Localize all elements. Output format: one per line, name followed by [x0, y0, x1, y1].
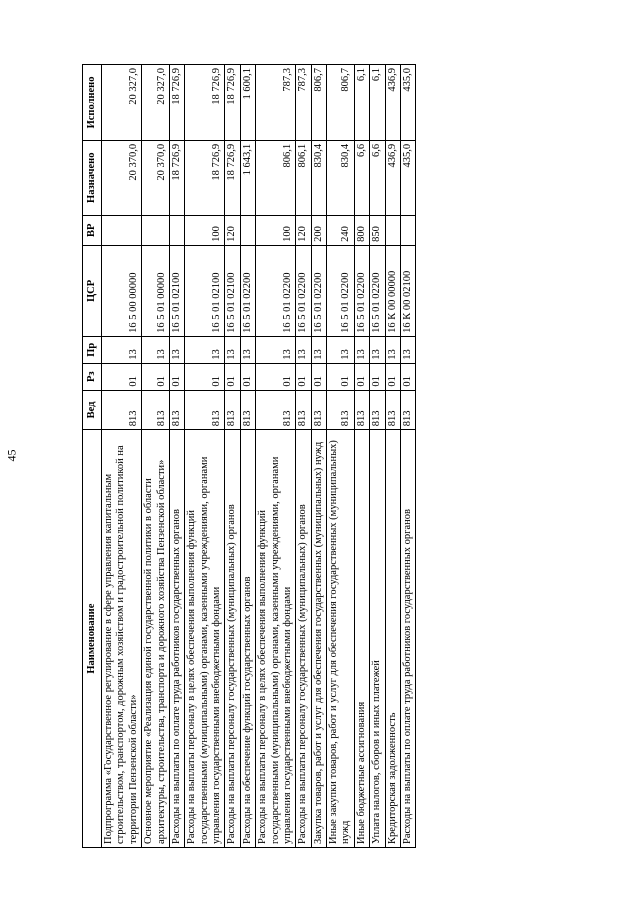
row-assigned: 18 726,9 — [185, 140, 225, 215]
row-csr: 16 5 01 02100 — [225, 245, 240, 336]
row-name: Кредиторская задолженность — [385, 430, 400, 848]
row-rz: 01 — [327, 363, 355, 390]
table-row — [327, 65, 355, 848]
row-pr: 13 — [400, 336, 415, 363]
row-executed: 436,9 — [385, 65, 400, 141]
row-vr — [385, 215, 400, 245]
row-pr: 13 — [169, 336, 184, 363]
row-csr: 16 5 00 00000 — [102, 245, 142, 336]
row-csr: 16 5 01 02200 — [370, 245, 385, 336]
table-row — [256, 65, 296, 848]
row-pr: 13 — [102, 336, 142, 363]
page-number: 45 — [4, 449, 19, 462]
table-row — [169, 65, 184, 848]
row-vr: 240 — [327, 215, 355, 245]
row-name: Основное мероприятие «Реализация единой государственной политики в области архитектуры, строительства, транспорта и дорожного хозяйства Пензенской области» — [142, 430, 170, 848]
row-assigned: 806,1 — [256, 140, 296, 215]
row-rz: 01 — [142, 363, 170, 390]
row-pr: 13 — [327, 336, 355, 363]
row-csr: 16 5 01 02200 — [240, 245, 255, 336]
row-executed: 18 726,9 — [185, 65, 225, 141]
row-csr: 16 К 00 02100 — [400, 245, 415, 336]
row-assigned: 18 726,9 — [225, 140, 240, 215]
row-pr: 13 — [311, 336, 326, 363]
row-pr: 13 — [185, 336, 225, 363]
row-name: Уплата налогов, сборов и иных платежей — [370, 430, 385, 848]
row-assigned: 20 370,0 — [142, 140, 170, 215]
row-rz: 01 — [256, 363, 296, 390]
table-row — [225, 65, 240, 848]
row-ved: 813 — [240, 390, 255, 430]
header-pr: Пр — [83, 336, 102, 363]
row-name: Иные бюджетные ассигнования — [354, 430, 369, 848]
row-assigned: 436,9 — [385, 140, 400, 215]
row-csr: 16 К 00 00000 — [385, 245, 400, 336]
row-vr — [142, 215, 170, 245]
header-executed: Исполнено — [83, 65, 102, 141]
row-pr: 13 — [256, 336, 296, 363]
row-name: Закупка товаров, работ и услуг для обеспечения государственных (муниципальных) нужд — [311, 430, 326, 848]
row-executed: 806,7 — [311, 65, 326, 141]
row-csr: 16 5 01 02200 — [296, 245, 311, 336]
row-ved: 813 — [370, 390, 385, 430]
row-ved: 813 — [185, 390, 225, 430]
row-vr — [169, 215, 184, 245]
row-ved: 813 — [169, 390, 184, 430]
row-name: Расходы на выплаты по оплате труда работников государственных органов — [169, 430, 184, 848]
row-executed: 18 726,9 — [225, 65, 240, 141]
row-assigned: 6,6 — [354, 140, 369, 215]
table-row — [296, 65, 311, 848]
row-assigned: 18 726,9 — [169, 140, 184, 215]
row-name: Расходы на выплаты персоналу государственных (муниципальных) органов — [225, 430, 240, 848]
table-row — [400, 65, 415, 848]
row-executed: 20 327,0 — [142, 65, 170, 141]
row-name: Подпрограмма «Государственное регулирование в сфере управления капитальным строительством, транспортом, дорожным хозяйством и градостроительной политикой на территории Пензенской области» — [102, 430, 142, 848]
row-csr: 16 5 01 02200 — [311, 245, 326, 336]
row-executed: 806,7 — [327, 65, 355, 141]
row-name: Расходы на выплаты персоналу государственных (муниципальных) органов — [296, 430, 311, 848]
row-csr: 16 5 01 02200 — [256, 245, 296, 336]
row-rz: 01 — [296, 363, 311, 390]
row-pr: 13 — [385, 336, 400, 363]
row-vr — [400, 215, 415, 245]
row-vr: 120 — [225, 215, 240, 245]
row-assigned: 830,4 — [311, 140, 326, 215]
row-pr: 13 — [370, 336, 385, 363]
row-assigned: 6,6 — [370, 140, 385, 215]
row-ved: 813 — [327, 390, 355, 430]
row-name: Расходы на выплаты по оплате труда работников государственных органов — [400, 430, 415, 848]
row-ved: 813 — [102, 390, 142, 430]
row-rz: 01 — [370, 363, 385, 390]
row-csr: 16 5 01 02200 — [354, 245, 369, 336]
row-rz: 01 — [311, 363, 326, 390]
row-assigned: 830,4 — [327, 140, 355, 215]
table-row — [311, 65, 326, 848]
row-executed: 6,1 — [370, 65, 385, 141]
row-pr: 13 — [142, 336, 170, 363]
row-assigned: 806,1 — [296, 140, 311, 215]
row-rz: 01 — [102, 363, 142, 390]
row-rz: 01 — [225, 363, 240, 390]
header-ved: Вед — [83, 390, 102, 430]
header-name: Наименование — [83, 430, 102, 848]
row-name: Расходы на выплаты персоналу в целях обеспечения выполнения функций государственными (муниципальными) органами, казенными учреждениями, органами управления государственными внебюджетными фондами — [256, 430, 296, 848]
row-pr: 13 — [225, 336, 240, 363]
row-vr: 850 — [370, 215, 385, 245]
table-row — [385, 65, 400, 848]
row-vr — [102, 215, 142, 245]
row-rz: 01 — [240, 363, 255, 390]
table-row — [102, 65, 142, 848]
row-csr: 16 5 01 02200 — [327, 245, 355, 336]
table-row — [354, 65, 369, 848]
header-rz: Рз — [83, 363, 102, 390]
row-rz: 01 — [354, 363, 369, 390]
row-vr: 100 — [256, 215, 296, 245]
row-vr: 800 — [354, 215, 369, 245]
row-ved: 813 — [256, 390, 296, 430]
budget-table — [82, 64, 416, 848]
row-name: Расходы на выплаты персоналу в целях обеспечения выполнения функций государственными (муниципальными) органами, казенными учреждениями, органами управления государственными внебюджетными фондами — [185, 430, 225, 848]
row-executed: 1 600,1 — [240, 65, 255, 141]
row-executed: 787,3 — [296, 65, 311, 141]
table-row — [185, 65, 225, 848]
row-executed: 6,1 — [354, 65, 369, 141]
row-assigned: 435,0 — [400, 140, 415, 215]
table-row — [142, 65, 170, 848]
rotated-table-container — [82, 64, 543, 848]
row-rz: 01 — [385, 363, 400, 390]
header-assigned: Назначено — [83, 140, 102, 215]
row-rz: 01 — [185, 363, 225, 390]
header-csr: ЦСР — [83, 245, 102, 336]
row-ved: 813 — [311, 390, 326, 430]
row-ved: 813 — [385, 390, 400, 430]
row-ved: 813 — [296, 390, 311, 430]
row-vr: 120 — [296, 215, 311, 245]
row-name: Расходы на обеспечение функций государственных органов — [240, 430, 255, 848]
table-landscape — [82, 64, 543, 848]
row-rz: 01 — [400, 363, 415, 390]
row-executed: 787,3 — [256, 65, 296, 141]
row-executed: 20 327,0 — [102, 65, 142, 141]
row-pr: 13 — [354, 336, 369, 363]
table-row — [240, 65, 255, 848]
table-row — [370, 65, 385, 848]
row-assigned: 20 370,0 — [102, 140, 142, 215]
row-executed: 435,0 — [400, 65, 415, 141]
row-pr: 13 — [296, 336, 311, 363]
row-name: Иные закупки товаров, работ и услуг для обеспечения государственных (муниципальных) нужд — [327, 430, 355, 848]
row-ved: 813 — [354, 390, 369, 430]
row-csr: 16 5 01 02100 — [185, 245, 225, 336]
row-vr — [240, 215, 255, 245]
row-csr: 16 5 01 02100 — [169, 245, 184, 336]
row-csr: 16 5 01 00000 — [142, 245, 170, 336]
row-vr: 200 — [311, 215, 326, 245]
row-pr: 13 — [240, 336, 255, 363]
row-ved: 813 — [225, 390, 240, 430]
row-ved: 813 — [400, 390, 415, 430]
row-vr: 100 — [185, 215, 225, 245]
row-assigned: 1 643,1 — [240, 140, 255, 215]
header-vr: ВР — [83, 215, 102, 245]
row-rz: 01 — [169, 363, 184, 390]
row-executed: 18 726,9 — [169, 65, 184, 141]
row-ved: 813 — [142, 390, 170, 430]
table-header-row — [83, 65, 102, 848]
